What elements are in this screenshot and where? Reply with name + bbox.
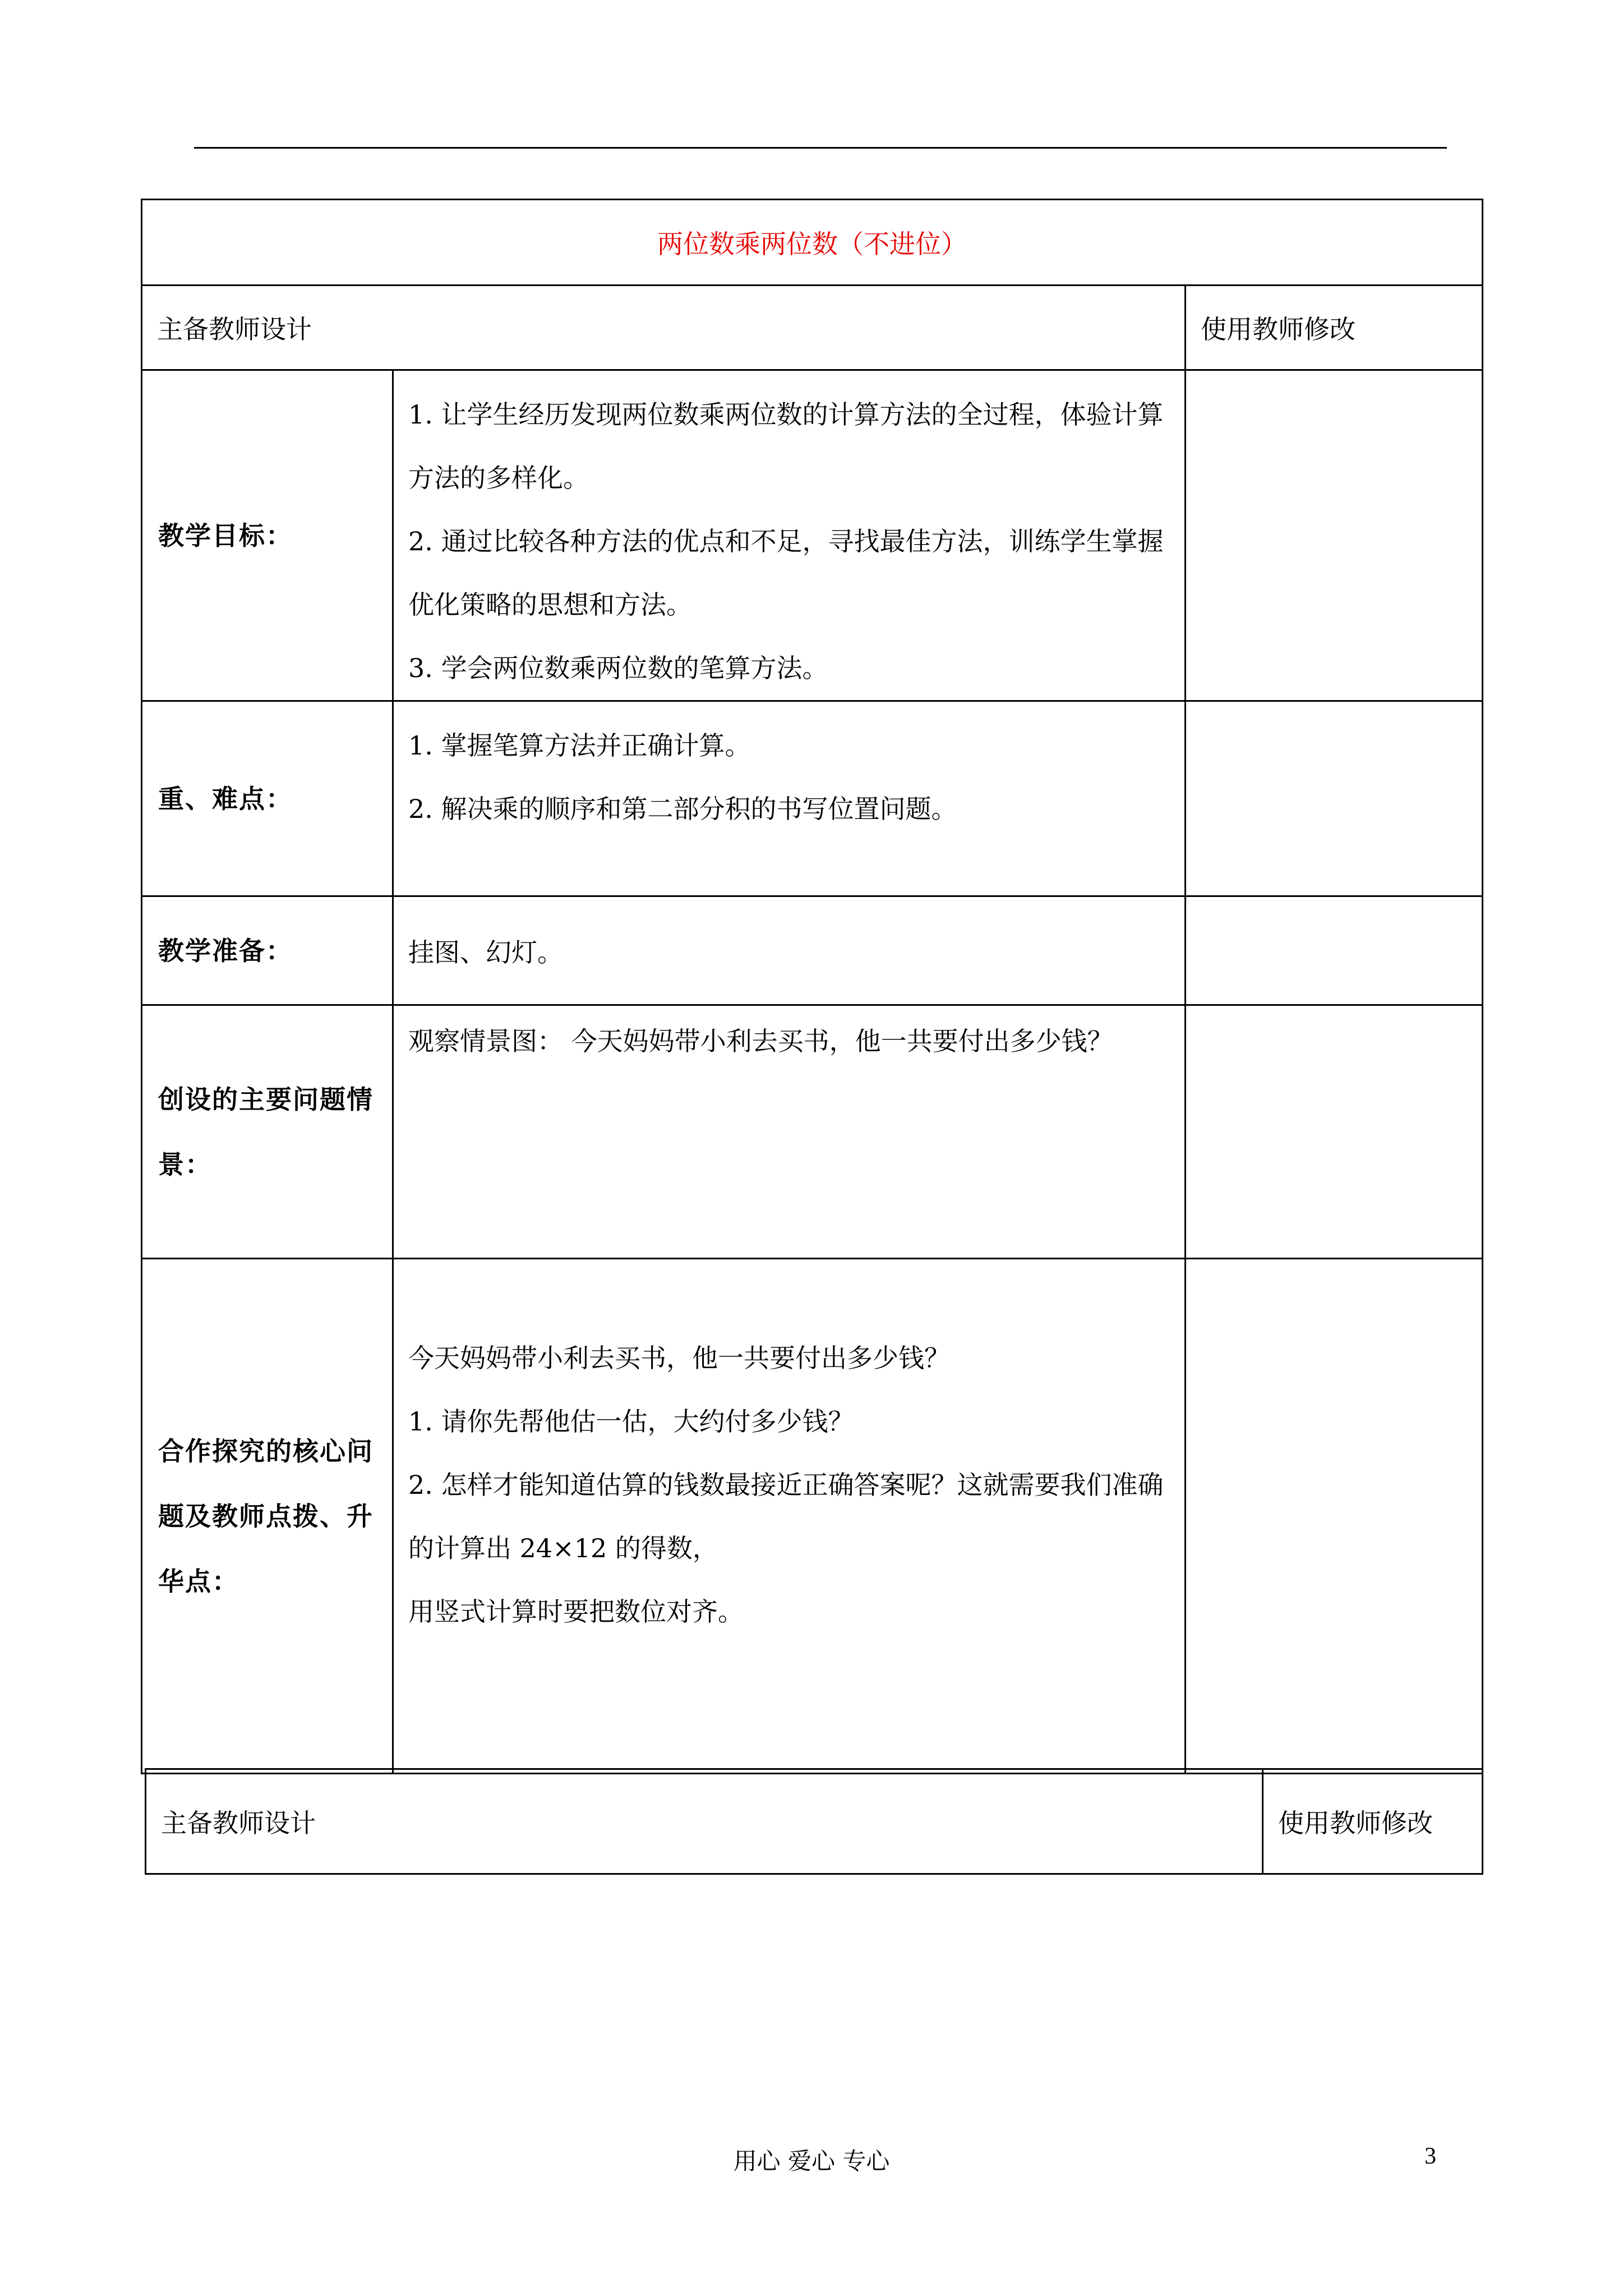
key-point-item: 2. 解决乘的顺序和第二部分积的书写位置问题。 — [408, 794, 957, 824]
header-rule — [194, 147, 1447, 149]
key-point-item: 1. 掌握笔算方法并正确计算。 — [408, 730, 751, 761]
objective-item: 2. 通过比较各种方法的优点和不足，寻找最佳方法，训练学生掌握优化策略的思想和方法。 — [408, 526, 1164, 620]
inquiry-label: 合作探究的核心问题及教师点拨、升华点： — [142, 1259, 393, 1774]
objective-item: 1. 让学生经历发现两位数乘两位数的计算方法的全过程，体验计算方法的多样化。 — [408, 399, 1164, 493]
objective-item: 3. 学会两位数乘两位数的笔算方法。 — [408, 653, 828, 683]
scenario-text: 观察情景图： 今天妈妈带小利去买书，他一共要付出多少钱？ — [408, 1026, 1113, 1056]
page-number: 3 — [1424, 2143, 1436, 2169]
scenario-label: 创设的主要问题情景： — [142, 1005, 393, 1259]
objectives-revise-cell — [1186, 370, 1483, 701]
inquiry-item: 1. 请你先帮他估一估，大约付多少钱？ — [408, 1406, 854, 1437]
preparation-label: 教学准备： — [142, 896, 393, 1005]
inquiry-item: 用竖式计算时要把数位对齐。 — [408, 1596, 744, 1627]
inquiry-item: 2. 怎样才能知道估算的钱数最接近正确答案呢？这就需要我们准确的计算出 24×12 的得数， — [408, 1470, 1164, 1563]
preparation-content: 挂图、幻灯。 — [393, 896, 1186, 1005]
repeat-header-table — [145, 1768, 1483, 1875]
scenario-content — [393, 1005, 1186, 1259]
key-points-label: 重、难点： — [142, 701, 393, 896]
revise-column-header-repeat: 使用教师修改 — [1263, 1769, 1483, 1874]
revise-column-header: 使用教师修改 — [1186, 286, 1483, 370]
objectives-label: 教学目标： — [142, 370, 393, 701]
page-footer: 用心 爱心 专心 — [733, 2147, 890, 2175]
lesson-plan-table — [141, 199, 1483, 1774]
preparation-revise-cell — [1186, 896, 1483, 1005]
scenario-revise-cell — [1186, 1005, 1483, 1259]
inquiry-content — [393, 1259, 1186, 1774]
design-column-header-repeat: 主备教师设计 — [146, 1769, 1263, 1874]
design-column-header: 主备教师设计 — [142, 286, 1186, 370]
inquiry-revise-cell — [1186, 1259, 1483, 1774]
key-points-content — [393, 701, 1186, 896]
lesson-title: 两位数乘两位数（不进位） — [142, 200, 1483, 286]
inquiry-item: 今天妈妈带小利去买书，他一共要付出多少钱？ — [408, 1343, 950, 1373]
key-points-revise-cell — [1186, 701, 1483, 896]
objectives-content — [393, 370, 1186, 701]
